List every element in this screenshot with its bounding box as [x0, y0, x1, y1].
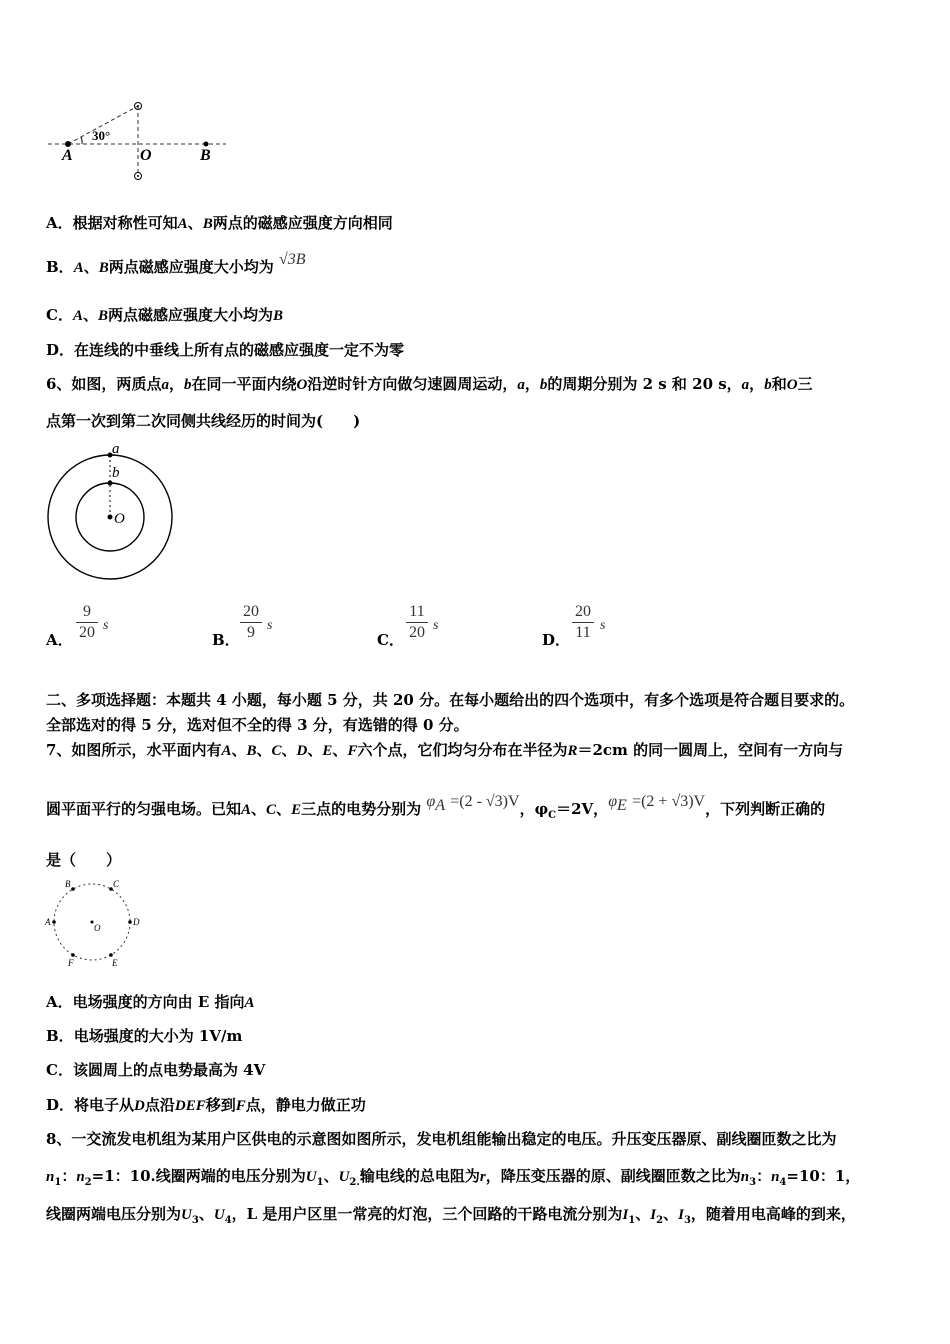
hex-b-label: B — [65, 879, 71, 889]
point-o-label: O — [140, 147, 152, 164]
angle-label: 30° — [92, 128, 111, 143]
q6-option-d-label[interactable]: D． — [542, 631, 571, 649]
q7-option-b[interactable]: B．电场强度的大小为 1V/m — [46, 1027, 243, 1045]
figure-concentric-orbits — [44, 443, 178, 595]
q7-option-a[interactable]: A．电场强度的方向由 E 指向A — [46, 993, 255, 1011]
q7-stem-line1: 7、如图所示，水平面内有A、B、C、D、E、F六个点，它们均匀分布在半径为R＝2cm 的同一圆周上，空间有一方向与 — [46, 741, 844, 759]
q6-option-b-unit: s — [267, 618, 273, 633]
q6-option-b-fraction: 20 9 — [240, 603, 262, 642]
q5-option-b[interactable]: B．A、B两点磁感应强度大小均为 √3B — [46, 251, 306, 276]
hex-d-label: D — [133, 917, 140, 927]
q7-option-c[interactable]: C．该圆周上的点电势最高为 4V — [46, 1061, 266, 1079]
q5-option-d[interactable]: D．在连线的中垂线上所有点的磁感应强度一定不为零 — [46, 341, 405, 359]
q6-stem-line1: 6、如图，两质点a，b在同一平面内绕O沿逆时针方向做匀速圆周运动，a，b的周期分别为 2 s 和 20 s，a，b和O三 — [46, 375, 813, 393]
section2-heading-line2: 全部选对的得 5 分，选对但不全的得 3 分，有选错的得 0 分。 — [46, 716, 469, 734]
phi-a-expression: $\varphi_A =(2 - √3)V$ — [426, 793, 520, 814]
hex-a-label: A — [45, 917, 51, 927]
q5-option-c[interactable]: C．A、B两点磁感应强度大小均为B — [46, 306, 284, 324]
q7-option-d[interactable]: D．将电子从D点沿DEF移到F点，静电力做正功 — [46, 1096, 366, 1114]
q6-option-c-unit: s — [433, 618, 439, 633]
phi-e-expression: $\varphi_E =(2 + √3)V$ — [608, 793, 706, 814]
hex-o-label: O — [94, 923, 101, 933]
figure-wires-diagram — [46, 98, 231, 184]
q8-stem-line2: $n_1$：$n_2=1$：10.线圈两端的电压分别为$U_1$、$U_{2.}$输电线的总电阻为r，降压变压器的原、副线圈匝数之比为$n_3$：$n_4=10$：1， — [46, 1167, 861, 1188]
figure-hexagon-circle — [44, 876, 148, 972]
sqrt3-b-math: √3B — [278, 251, 306, 268]
point-b-label: B — [200, 147, 211, 164]
orbit-o-label: O — [114, 511, 125, 527]
q6-option-c-fraction: 11 20 — [406, 603, 428, 642]
q8-stem-line1: 8、一交流发电机组为某用户区供电的示意图如图所示，发电机组能输出稳定的电压。升压变压器原、副线圈匝数之比为 — [46, 1130, 837, 1148]
orbit-b-label: b — [112, 465, 120, 481]
q6-stem-line2: 点第一次到第二次同侧共线经历的时间为( ) — [46, 412, 361, 430]
hex-e-label: E — [112, 958, 118, 968]
orbit-a-label: a — [112, 443, 120, 457]
hex-f-label: F — [68, 958, 74, 968]
q8-stem-line3: 线圈两端电压分别为$U_3$、$U_4$，L 是用户区里一常亮的灯泡，三个回路的干路电流分别为$I_1$、$I_2$、$I_3$，随着用电高峰的到来， — [46, 1205, 856, 1226]
section2-heading-line1: 二、多项选择题：本题共 4 小题，每小题 5 分，共 20 分。在每小题给出的四个选项中，有多个选项是符合题目要求的。 — [46, 691, 855, 709]
q7-stem-line2: 圆平面平行的匀强电场。已知A、C、E三点的电势分别为 $\varphi_A =(2 - √3)V$，$\varphi_C=2V$，$\varphi_E =(2 + √3)V$，下列判断正确的 — [46, 793, 826, 821]
q6-option-d-unit: s — [600, 618, 606, 633]
q6-option-a-unit: s — [103, 618, 109, 633]
q6-option-a-label[interactable]: A． — [46, 631, 73, 649]
q6-option-b-label[interactable]: B． — [212, 631, 240, 649]
hex-c-label: C — [113, 879, 120, 889]
q6-option-d-fraction: 20 11 — [572, 603, 594, 642]
q7-stem-line3: 是（ ） — [46, 851, 122, 869]
q6-option-a-fraction: 9 20 — [76, 603, 98, 642]
point-a-label: A — [62, 147, 73, 164]
q6-option-c-label[interactable]: C． — [377, 631, 404, 649]
q5-option-a[interactable]: A．根据对称性可知A、B两点的磁感应强度方向相同 — [46, 214, 393, 232]
